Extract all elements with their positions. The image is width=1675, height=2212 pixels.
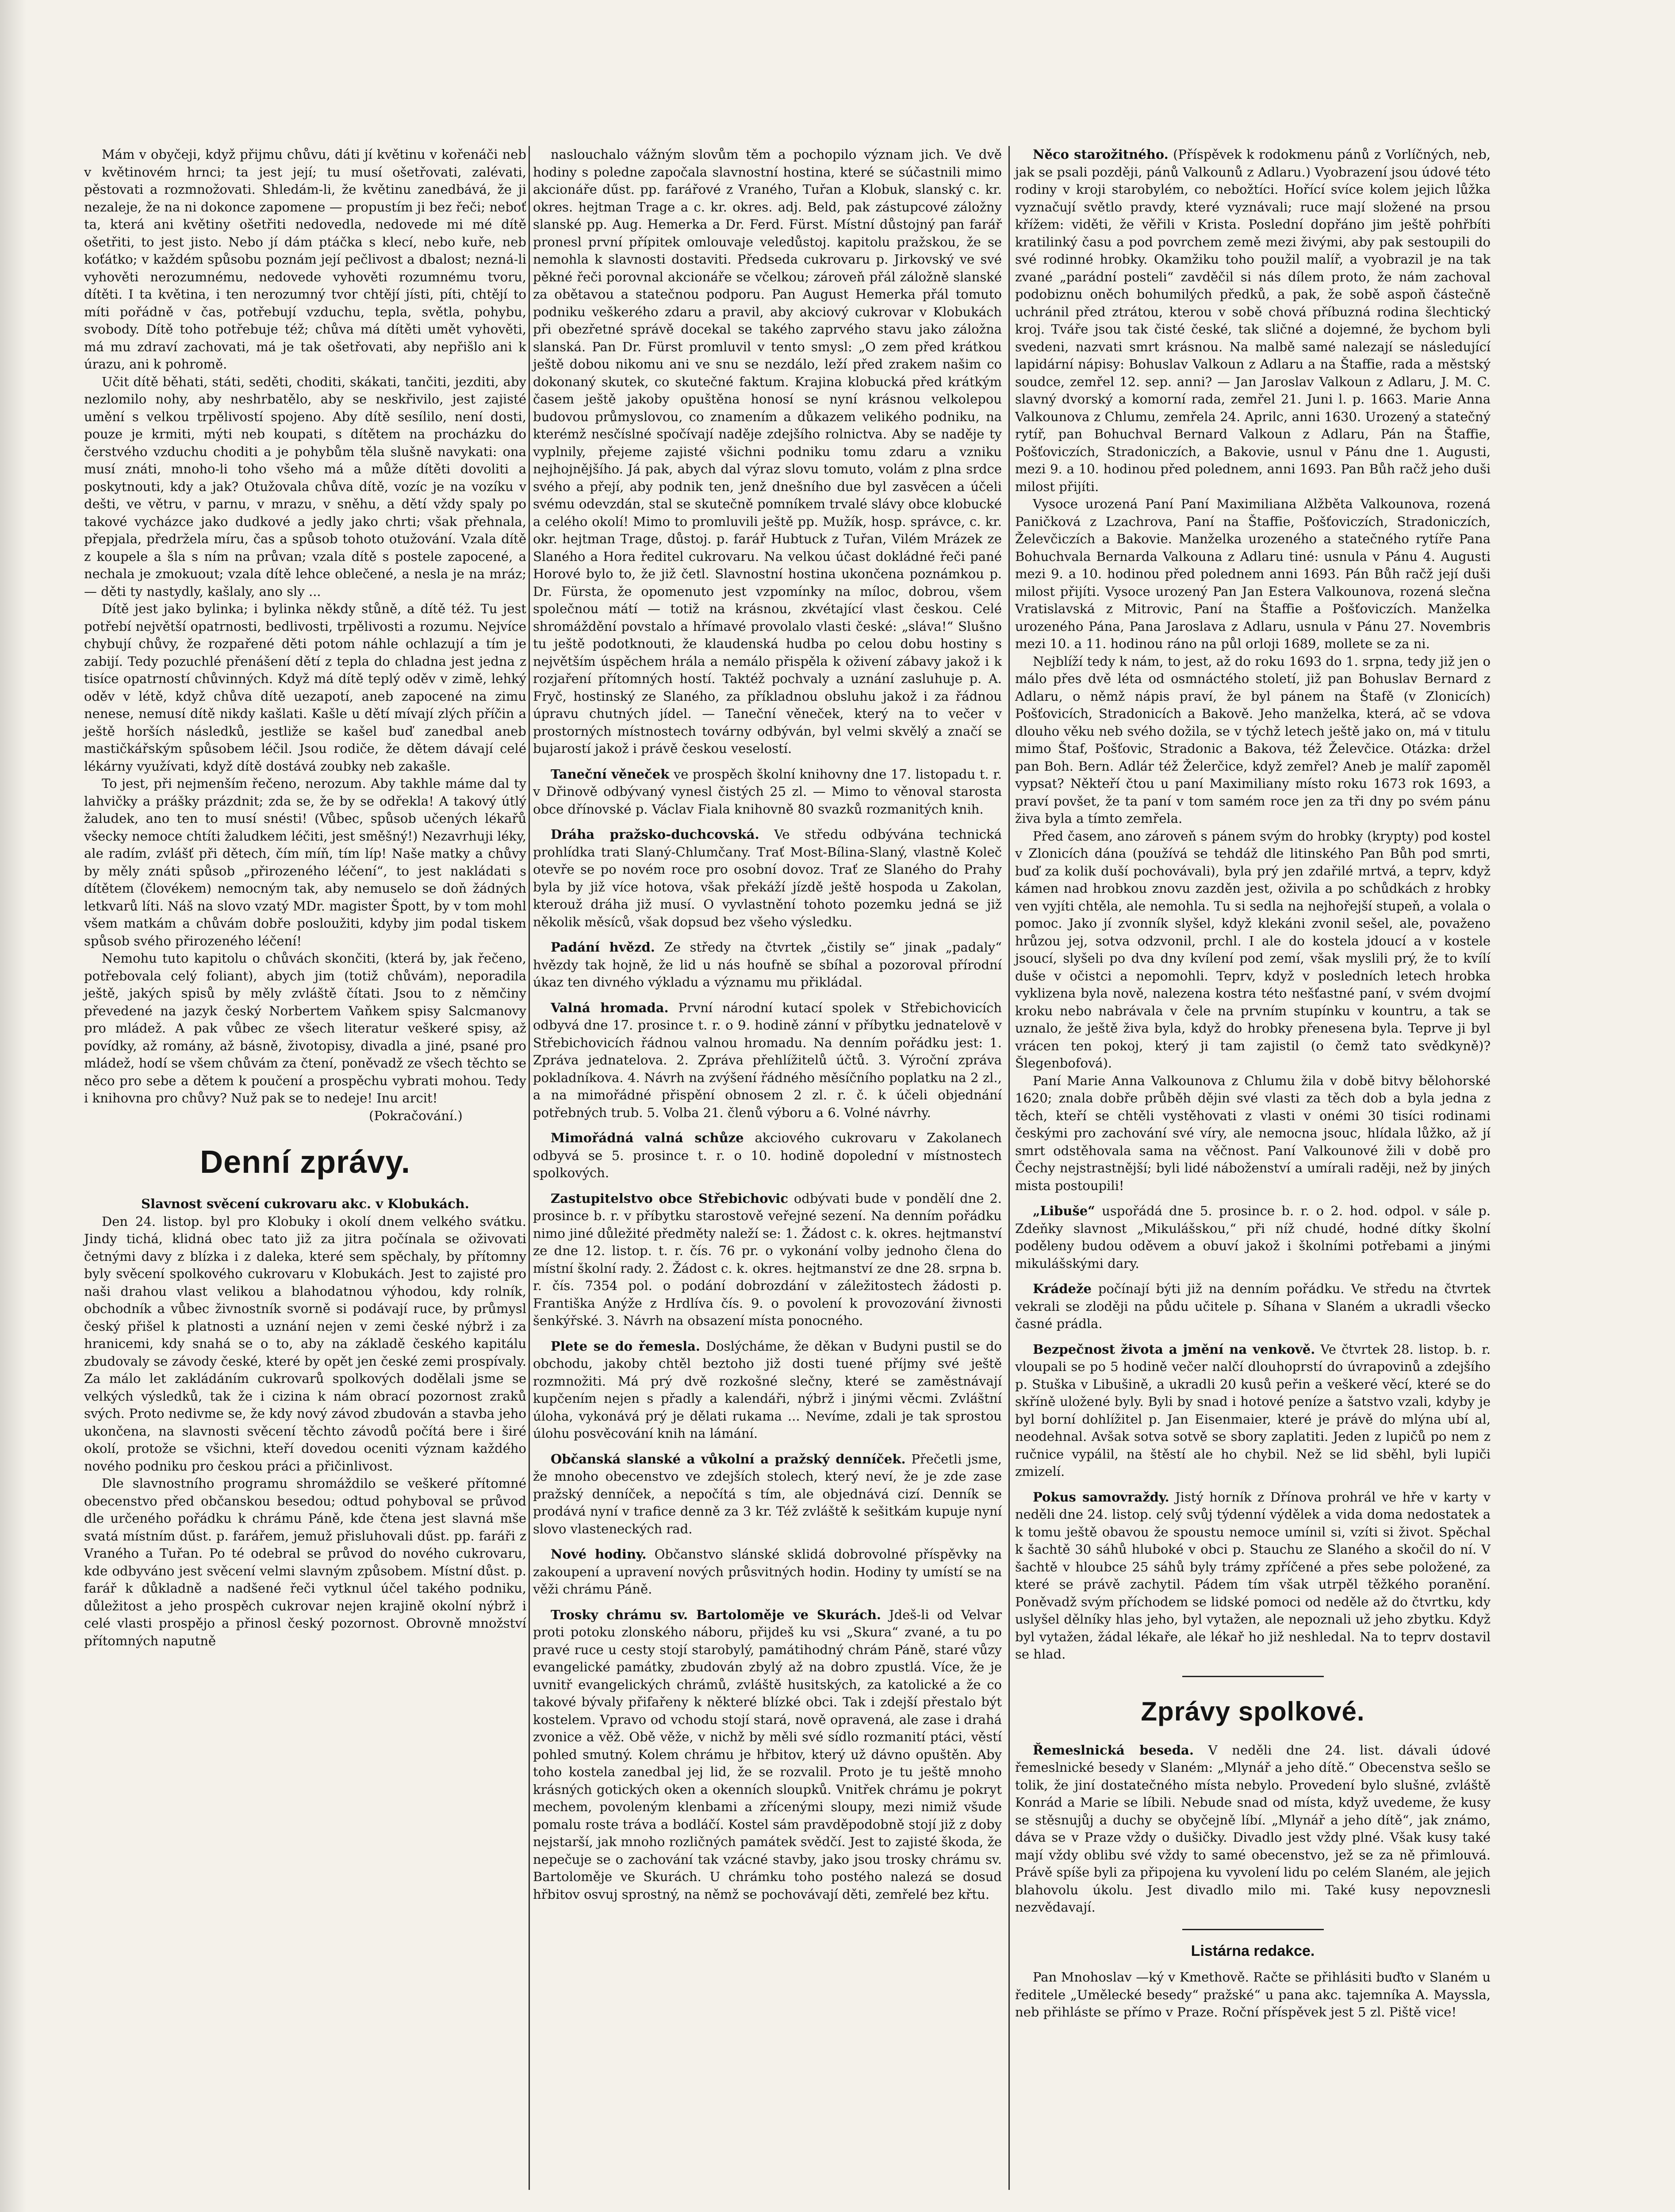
news-heading: Bezpečnost života a jmění na venkově. bbox=[1033, 1341, 1315, 1357]
news-item: Nové hodiny. Občanstvo slánské sklidá dobrovolné příspěvky na zakoupení a upravení nových průsvitných hodin. Hodiny ty umístí se na věži chrámu Páně. bbox=[533, 1547, 1002, 1597]
paragraph: Před časem, ano zároveň s pánem svým do hrobky (krypty) pod kostel v Zlonicích dána (používá se tehdáž dle litinského Pan Bůh pod smrti, buď za kolik duší pochovávali), byla prý jen zdařilé mrtvá, a teprv, když kámen nad hrobkou znovu zazděn jest, oživila a po schůdkách z hrobky ven vyjíti chtěla, ale nemohla. Tu si sedla na nejhořejší stupeň, a volala o pomoc. Jako jí zvonník slyšel, když klekáni zvonil sešel, ale, považeno hrůzou jej, sotva odzvonil, prchl. I ale do kostela jdoucí a v kostele jsoucí, slyšeli po dva dny kvílení pod zemí, však myslili prý, že to kvílí duše v očistci a nepomohli. Teprv, když v posledních letech hrobka vyklizena byla nově, nalezena kostra této nešťastné paní, v svém dvojmí kroku nebo nabrávala v čele na prvním stupínku v kountru, a tak se uznalo, že ještě živa byla, když do hrobky přenesena byla. Teprve ji byl vrácen ten pokoj, který ji tam zajistil (o čemž tato svědkyně)? Šlegenbofová). bbox=[1015, 828, 1491, 1071]
column-1 bbox=[84, 146, 526, 1650]
divider bbox=[1182, 1676, 1324, 1677]
news-item: Trosky chrámu sv. Bartoloměje ve Skurách. Jdeš-li od Velvar proti potoku zlonského náboru, přijdeš ku vsi „Skura“ zvané, a tu po pravé ruce u cesty stojí starobylý, památihodný chrám Páně, staré vůzy evangelické památky, zbudován zbylý až na dobro zpustlá. Více, že je uvnitř evangelických chrámů, zvláště husitských, za katolické a že co takové bývaly přifařeny k některé blízké obci. Tak i zdejší přestalo být kostelem. Vpravo od vchodu stojí stará, nově opravená, ale zase i drahá zvonice a věž. Obě věže, v nichž by měli své sídlo rozmanití ptáci, věstí pohled smutný. Kolem chrámu je hřbitov, který už dávno opuštěn. Aby toho kostela zanedbal jej lid, že se rozvalil. Proto je tu ještě mnoho krásných gotických oken a okenních sloupků. Vnitřek chrámu je pokryt mechem, povoleným klenbami a zřícenými sloupy, mezi nimiž všude pomalu roste tráva a bodláčí. Kostel sám pravděpodobně stojí již z doby nejstarší, jak mnoho rozličných památek svědčí. Jest to zajisté škoda, že nepečuje se o zachování tak vzácné stavby, jako jsou trosky chrámu sv. Bartoloměje ve Skurách. U chrámku toho postého nalezá se dosud hřbitov osvuj sprostný, na němž se pochovávají děti, zemřelé bez křtu. bbox=[533, 1607, 1002, 1902]
news-heading: Řemeslnická beseda. bbox=[1033, 1742, 1194, 1758]
news-item: Plete se do řemesla. Doslýcháme, že děkan v Budyni pustil se do obchodu, jakoby chtěl beztoho již dosti tuené příjmy své ještě rozmnožiti. Má prý dvě rozkošné slečny, které se zaměstnávají kupčením nejen s přadly a kalendáři, nýbrž i jinými věcmi. Zvláštní úloha, vykonává prý je dělati rukama ... Nevíme, zdali je tak sprostou úlohu posvěcování knih na lámání. bbox=[533, 1338, 1002, 1441]
news-heading: Padání hvězd. bbox=[551, 940, 655, 955]
news-item: Řemeslnická beseda. V neděli dne 24. list. dávali údové řemeslnické besedy v Slaném: „Mlynář a jeho dítě.“ Obecenstva sešlo se tolik, že jiní dostatečného místa nebylo. Provedení bylo slušné, zvláště Konrád a Marie se líbili. Nebude snad od místa, když uvedeme, že kusy se stěsnujůj a duchy se obyčejně líbí. „Mlynář a jeho dítě“, jak známo, dáva se v Praze vždy o dušičky. Divadlo jest vždy plné. Však kusy také mají vždy oblibu své vždy to samé obecenstvo, jež se za ně přimlouvá. Právě spíše byli za připojena ku vyvolení lidu po celém Slaném, ale jejich blahovolu úkolu. Jest divadlo milo mi. Také kusy nepovznesli nezvědavají. bbox=[1015, 1742, 1491, 1915]
news-heading: Slavnost svěcení cukrovaru akc. v Klobukách. bbox=[141, 1196, 469, 1211]
paragraph: Vysoce urozená Paní Paní Maximiliana Alžběta Valkounova, rozená Paničková z Lzachrova, Paní na Štaffie, Pošťoviczích, Stradoniczích, Želevčiczích a Bakovie. Manželka urozeného a statečného rytíře Pana Bohuchvala Bernarda Valkouna z Adlaru tiné: usnula v Pánu 4. Augusti mezi 9. a 10. hodinou před polednem anni 1693. Pán Bůh račž její duši milost přijíti. Vysoce urozený Pan Jan Estera Valkounova, rozená slečna Vratislavská z Mitrovic, Paní na Štaffie a Pošťoviczích. Manželka urozeného Pána, Pana Jaroslava z Adlaru, usnula v Pánu 27. Novembris mezi 10. a 11. hodinou ráno na půl orloji 1689, mollete se za ni. bbox=[1015, 496, 1491, 651]
news-item: Mimořádná valná schůze akciového cukrovaru v Zakolanech odbyvá se 5. prosince t. r. o 10. hodině dopolední v místnostech spolkových. bbox=[533, 1130, 1002, 1180]
news-heading: Něco starožitného. bbox=[1033, 147, 1169, 162]
news-heading: Trosky chrámu sv. Bartoloměje ve Skurách. bbox=[551, 1607, 881, 1622]
news-item: Padání hvězd. Ze středy na čtvrtek „čistily se“ jinak „padaly“ hvězdy tak hojně, že lid u nás houfně se sbíhal a pozoroval přírodní úkaz ten divného výkladu a významu mu přikládal. bbox=[533, 940, 1002, 990]
news-item: Zastupitelstvo obce Střebichovic odbývati bude v pondělí dne 2. prosince b. r. v příbytku starostově veřejné sezení. Na denním pořádku nimo jiné důležité předměty naleží se: 1. Žádost c. k. okres. hejtmanství ze dne 12. listop. t. r. čís. 76 pr. o vykonání volby jednoho člena do místní školní rady. 2. Žádost c. k. okres. hejtmanství ze dne 28. srpna b. r. čís. 7354 pol. o podání dobrozdání v záležitostech žádosti p. Františka Anýže z Hrdlíva čís. 9. o povolení k provozování živnosti šenkýřské. 3. Návrh na obsazení místa ponocného. bbox=[533, 1190, 1002, 1328]
news-heading: Krádeže bbox=[1033, 1281, 1092, 1296]
news-item: Valná hromada. První národní kutací spolek v Střebichovicích odbyvá dne 17. prosince t. r. o 9. hodině zánní v příbytku jednatelově v Střebichovicích řádnou valnou hromadu. Na denním pořádku jest: 1. Zpráva jednatelova. 2. Zpráva přehlížitelů účtů. 3. Výroční zpráva pokladníkova. 4. Návrh na zvýšení řádného měsíčního poplatku na 2 zl., a na mimořádné přispění obnosem 2 zl. r. č. k účeli objednání potřebných trub. 5. Volba 21. členů výboru a 6. Volné návrhy. bbox=[533, 1000, 1002, 1120]
news-heading: Pokus samovraždy. bbox=[1033, 1489, 1169, 1505]
paragraph: Dle slavnostního programu shromáždilo se veškeré přítomné obecenstvo před občanskou besedou; odtud pohyboval se průvod dle určeného pořádku k chrámu Páně, kde čtena jest slavná mše svatá místním dűst. p. farářem, jemuž přisluhovali dűst. pp. faráři z Vraného a Tuřan. Po té odebral se průvod do nového cukrovaru, kde odbyváno jest svěcení velmi slavným způsobem. Místní důst. p. farář k důkladně a nadšené řeči vytknul účel takého podniku, důležitost a jeho prospěch cukrovar nejen krajině okolní nýbrž i celé vlasti prospějo a přinosl český pozornost. Obrovně množství přítomných naputně bbox=[84, 1476, 526, 1648]
news-item: Dráha pražsko-duchcovská. Ve středu odbývána technická prohlídka trati Slaný-Chlumčany. Trať Most-Bílina-Slaný, vlastně Koleč otevře se po novém roce pro osobní dovoz. Trať ze Slaného do Prahy byla by již více hotova, však překáží jízdě ještě hospoda u Zakolan, kterouž dráha již musí. O vyvlastnění tohoto pozemku jedná se již několik měsíců, však dopsud bez všeho výsledku. bbox=[533, 827, 1002, 929]
news-heading: Zastupitelstvo obce Střebichovic bbox=[551, 1190, 788, 1206]
scan-edge-left bbox=[0, 0, 27, 2212]
column-rule bbox=[529, 146, 530, 2190]
paragraph: Dítě jest jako bylinka; i bylinka někdy stůně, a dítě též. Tu jest potřebí největší opatrnosti, bedlivosti, trpělivosti a rozumu. Nejvíce chybují chůvy, že rozpařené děti potom náhle ochlazují a tím je zabijí. Tedy pozuchlé přenášení dětí z tepla do chladna jest jedna z tisíce opatrností chůvinných. Když má dítě teplý oděv v zimě, lehký oděv v létě, když chůva dítě uezapotí, aneb zapocené na zimu nenese, nemusí dítě nikdy kašlati. Kašle u dětí mívají zlých příčin a ještě horších následků, jestliže se kašel buď zanedbal aneb mastičkářským spůsobem léčil. Jsou rodiče, že dětem dávají celé lékárny využívati, když dítě dostává zoubky neb zakašle. bbox=[84, 601, 526, 774]
paragraph: naslouchalo vážným slovům těm a pochopilo význam jich. Ve dvě hodiny s poledne započala slavnostní hostina, které se súčastnili mimo akcionáře dűst. pp. farářové z Vraného, Tuřan a Klobuk, slanský c. kr. okres. hejtman Trage a c. kr. okres. adj. Beld, pak zástupcové záložny slanské pp. Aug. Hemerka a Dr. Ferd. Fürst. Místní důstojný pan farář pronesl první přípitek omlouvaje veledůstoj. kapitolu pražskou, že se nemohla k slavnosti dostaviti. Předseda cukrovaru p. Jirkovský ve své pěkné řeči porovnal akcionáře se včelkou; zároveň přál záložně slanské za obětavou a statečnou podporu. Pan August Hemerka přál tomuto podniku veškerého zdaru a pravil, aby akciový cukrovar v Klobukách při obezřetné správě docekal se takého zaprvého stavu jako záložna slanská. Pan Dr. Fürst promluvil v tento smysl: „O zem před krátkou ještě dobou nikomu ani ve snu se nezdálo, leží před zrakem našim co dokonaný skutek, co skutečné faktum. Krajina klobucká před krátkým časem ještě jakoby opuštěna honosí se nyní krásnou velkolepou budovou průmyslovou, co znamením a důkazem velikého podniku, na kterémž nesčíslné spočívají naděje zdejšího rolnictva. Aby se naděje ty vyplnily, přejeme zajisté všichni podniku tomu zdaru a vzniku nejhojnějšího. Já pak, abych dal výraz slovu tomuto, volám z plna srdce svého a přejí, aby podnik ten, jenž dnešního due byl zasvěcen a účeli svému odevzdán, stal se skutečně pomníkem trvalé slávy obce klobucké a celého okolí! Mimo to promluvili ještě pp. Mužík, hosp. správce, c. kr. okr. hejtman Trage, důstoj. p. farář Hubtuck z Tuřan, Vilém Mrázek ze Slaného a Hora ředitel cukrovaru. Na velkou účast dokládné řeči pané Horové bylo to, že již četl. Slavnostní hostina ukončena poznámkou p. Dr. Fürsta, že opomenuto jest vzpomínky na míloc, dobrou, všem společnou mátí — totiž na krásnou, zkvétající vlast českou. Celé shromáždění povstalo a hřímavé provolalo vlasti české: „sláva!“ Slušno tu ještě podotknouti, že klaudenská hudba po celou dobu hostiny s největším úspěchem hrála a nemálo přispěla k oživení zábavy jakož i k rozjaření přítomných hostí. Taktéž pochvaly a uznání zasluhuje p. A. Fryč, hostinský ze Slaného, za příkladnou obsluhu jakož i za řádnou úpravu chutných jídel. — Taneční věneček, který na to večer v prostorných místnostech továrny odbýván, byl velmi skvělý a značí se bujarostí jakož i právě českou veselostí. bbox=[533, 147, 1002, 756]
section-title: Denní zprávy. bbox=[200, 1144, 410, 1180]
news-heading: Taneční věneček bbox=[551, 766, 670, 782]
news-item: Občanská slanské a vůkolní a pražský denníček. Přečetli jsme, že mnoho obecenstvo ve zdejších stolech, který neví, že je zde zase pražský denníček, a nepočítá s tím, ale objednává cizí. Denník se prodává nyní v trafice denně za 3 kr. Též zvláště k sešitkám kupuje nyní slovo vlasteneckých rad. bbox=[533, 1451, 1002, 1536]
news-heading: Mimořádná valná schůze bbox=[551, 1130, 744, 1145]
column-rule bbox=[1008, 146, 1010, 2190]
paragraph: Nemohu tuto kapitolu o chůvách skončiti, (která by, jak řečeno, potřebovala celý foliant), abych jim (totiž chůvám), neporadila ještě, jakých spisů by měly zvláště čítati. Jsou to z němčiny převedené na jazyk český Norbertem Vaňkem spisy Salcmanovy pro mládež. A pak vůbec ze všech literatur veškeré spisy, až povídky, až romány, až básně, životopisy, divadla a jiné, psané pro mládež, hodí se všem chůvám za čtení, poněvadž ze všech těchto se něco pro sebe a dětem k poučení a prospěchu vybrati mohou. Tedy i knihovna pro chůvy? Nuž pak se to nedeje! Inu arcit! bbox=[84, 951, 526, 1106]
divider bbox=[1182, 1929, 1324, 1930]
news-heading: Nové hodiny. bbox=[551, 1547, 647, 1562]
news-item: Krádeže počínají býti již na denním pořádku. Ve středu na čtvrtek vekrali se zloději na půdu učitele p. Síhana v Slaném a ukradli všecko časné prádla. bbox=[1015, 1281, 1491, 1331]
column-3 bbox=[1015, 146, 1491, 2021]
paragraph: Učit dítě běhati, státi, seděti, choditi, skákati, tančiti, jezditi, aby nezlomilo nohy, aby neshrbatělo, aby se neskřivilo, jest zajisté umění s velkou trpělivostí spojeno. Aby dítě sesílilo, není dosti, pouze je krmiti, mýti neb koupati, s dítětem na procházku do čerstvého vzduchu choditi a je pohybům těla slušně navykati: ona musí znáti, mnoho-li toho všeho má a může dítěti dovoliti a poskytnouti, kdy a jak? Otužovala chůva dítě, vozíc je na vozíku v dešti, ve větru, v parnu, v mrazu, v sněhu, a dětí vždy spaly po takové vycházce jako dudkové a jedly jako chrti; však přehnala, přepjala, předržela míru, čas a spůsob tohoto otužování. Vzala dítě z koupele a šla s ním na průvan; vzala dítě s postele zapocené, a nechala je zmokuout; vzala dítě lehce oblečené, a nesla je na mráz; — děti ty nastydly, kašlaly, ano sly ... bbox=[84, 374, 526, 599]
column-2 bbox=[533, 146, 1002, 1903]
paragraph: Paní Marie Anna Valkounova z Chlumu žila v době bitvy bělohorské 1620; znala dobře průběh dějin své vlasti za těch dob a byla jedna z těch, kteří se chtěli vystěhovati z vlasti v onémi 30 tisíci rodinami českými pro zachování své víry, ale nemocna jsouc, hlídala lůžko, až jí smrt odstěhovala sama na věčnost. Paní Valkounové žili v době pro Čechy nejstrastnější; byli lidé náboženství a umírali raději, než by jiných mista postoupili! bbox=[1015, 1073, 1491, 1193]
continuation-note: (Pokračování.) bbox=[369, 1108, 463, 1123]
paragraph: Mám v obyčeji, když přijmu chůvu, dáti jí květinu v kořenáči neb v květinovém hrnci; ta jest její; tu musí ošetřovati, zalévati, pěstovati a rozmnožovati. Shledám-li, že květinu zanedbává, že ji nezaleje, že na ni dokonce zapomene — propustím ji bez řeči; neboť ta, která ani květiny ošetřiti nedovedla, nedovede mi mé dítě ošetřiti, to jest jisto. Nebo jí dám ptáčka s klecí, nebo kuře, neb koťátko; v každém spůsobu poznám její pečlivost a dbalost; nezná-li vyhověti nerozumnému, nedovede vyhověti rozumnému tvoru, dítěti. I ta květina, i ten nerozumný tvor chtějí jísti, píti, chtějí to míti pořádně v čas, potřebují vzduchu, tepla, světla, pohybu, svobody. Dítě toho potřebuje též; chůva má dítěti umět vyhověti, má mu zdraví zachovati, má je tak ošetřovati, aby nepřišlo ani k úrazu, ani k pohromě. bbox=[84, 147, 526, 372]
news-item: Bezpečnost života a jmění na venkově. Ve čtvrtek 28. listop. b. r. vloupali se po 5 hodině večer nalčí dlouhoprstí do úvrapovinů a zdejšího p. Stuška v Libušině, a ukradli 20 kusů peřin a veškeré věcí, které se do skříně uložené byly. Byli by snad i hotové peníze a šatstvo vzali, kdyby je byl borní dohlížitel p. Jan Eisenmaier, které je právě do mlýna ubí al, neodehnal. Avšak sotva sotvě se sbory zaplatiti. Jeden z lupičů po nem z ručnice vypálil, na štěstí ale ho chybil. Než se lid sběhl, byli lupiči zmizelí. bbox=[1015, 1341, 1491, 1479]
news-heading: Občanská slanské a vůkolní a pražský denníček. bbox=[551, 1451, 906, 1467]
paragraph: Nejblíží tedy k nám, to jest, až do roku 1693 do 1. srpna, tedy již jen o málo přes dvě léta od osmnáctého století, již pan Bohuslav Bernard z Adlaru, o němž nápis praví, že byl pánem na Štafě (v Zlonicích) Pošťovicích, Stradonicích a Bakově. Jeho manželka, která, ač se vdova dlouho věku neb svého dožila, se v týchž letech ještě jako on, má v titulu mimo Štaf, Pošťovic, Stradonic a Bakova, též Želevčice. Otázka: držel pan Boh. Bern. Adlár též Želerčice, když zemřel? Aneb je malíř zapoměl vypsat? Někteří čtou u paní Maximiliany místo roku 1673 rok 1693, a praví povšet, že ta paní v tom samém roce jen za tři dny po svém pánu živa byla a tímto zemřela. bbox=[1015, 653, 1491, 826]
news-heading: Dráha pražsko-duchcovská. bbox=[551, 827, 759, 842]
news-item: Něco starožitného. (Příspěvek k rodokmenu pánů z Vorlíčných, neb, jak se psali později, pánů Valkounů z Adlaru.) Vyobrazení jsou údové této rodiny v kroji starobylém, co nebožtíci. Hořící svíce kolem jejich lůžka vyznačují světlo pravdy, které vyznávali; ruce mají složené na prsou křížem: viděti, že věřili v Krista. Poslední dopřáno jim ještě pohřbíti kratilinký času a pod povrchem země mezi živými, aby pak sestoupili do své rodinné hrobky. Okamžiku toho použil malíř, a vyobrazil je na tak zvané „parádní posteli“ zavděčil si nás dílem proto, že nám zachoval podobiznu oněch bohumilých předků, a pak, že sobě aspoň částečně uchránil před ztrátou, kterou v sobě chová příbuzná rodina šlechtický kroj. Tváře jsou tak čisté české, tak sličné a dojemné, že bychom byli svedeni, nazvati smrt krásnou. Na malbě samé nalezají se následující lapidární nápisy: Bohuslav Valkoun z Adlaru a na Štaffie, rada a městský soudce, zemřel 12. sep. anni? — Jan Jaroslav Valkoun z Adlaru, J. M. C. slavný dvorský a komorní rada, zemřel 21. Juni l. p. 1663. Marie Anna Valkounova z Chlumu, zemřela 24. Aprilc, anni 1630. Urozený a statečný rytíř, pan Bohuchval Bernard Valkoun z Adlaru, Pán na Štaffie, Pošťoviczích, Stradoniczích, a Bakovie, usnul v Pánu dne 1. Augusti, mezi 9. a 10. hodinou před polednem, anni 1693. Pan Bůh račž jeho duši milost přijíti. bbox=[1015, 147, 1491, 494]
news-item: Pokus samovraždy. Jistý horník z Dřínova prohrál ve hře v karty v neděli dne 24. listop. celý svůj týdenní výdělek a vida doma nedostatek a k tomu ještě obavou že spoustu nemoce umínil si, vzíti si život. Spěchal k šachtě 30 sáhů hluboké v obci p. Stauchu ze Slaného a skočil do ní. V šachtě v hloubce 25 sáhů byly trámy zpříčené a přes sebe položené, za které se právě zachytil. Pádem tím však utrpěl těžkého poranění. Poněvadž svým příchodem se lidské pomoci od neděle až do čtvrtku, kdy uslyšel dělníky hlas jeho, byl vytažen, ale nepoznali už jeho zbytku. Když byl vytažen, žádal lékaře, ale lékař ho již neshledal. Na to teprv dostavil se hlad. bbox=[1015, 1489, 1491, 1662]
paragraph: Den 24. listop. byl pro Klobuky i okolí dnem velkého svátku. Jindy tichá, klidná obec tato již za jitra počínala se oživovati četnými davy z blízka i z daleka, které sem spěchaly, by přítomny byly svěcení spolkového cukrovaru v Klobukách. Jest to zajisté pro naši drahou vlast velikou a blahodatnou výhodou, kdy rolník, obchodník a vůbec živnostník svorně si podávají ruce, by průmysl český přišel k platnosti a uznání nejen v zemi české nýbrž i za hranicemi, kdy snahá se o to, aby na základě českého kapitálu zbudovaly se závody české, které by opět jen české zemi prospívaly. Za málo let zakládáním cukrovarů spolkových dodělali jsme se velkých výsledků, tak že i cizina k nám obrací pozornost zraků svých. Proto nedivme se, že kdy nový závod zbudován a stavba jeho ukončena, na slavnosti svěcení těchto závodů počítá bere i širé okolí, protože se všichni, kteří dovedou oceniti význam každého nového podniku pro českou práci a přičinlivost. bbox=[84, 1214, 526, 1474]
section-title: Listárna redakce. bbox=[1191, 1942, 1315, 1959]
news-heading: Valná hromada. bbox=[551, 1000, 669, 1015]
paragraph: To jest, při nejmenším řečeno, nerozum. Aby takhle máme dal ty lahvičky a prášky prázdnit; zda se, že by se odřekla! A takový útlý žaludek, ano ten to musí snésti! (Vůbec, spůsob učených lékařů všecky nemoce chtíti žaludkem léčiti, jest směšný!) Nezavrhuji léky, ale radím, zvlášť při dětech, čím míň, tím líp! Naše matky a chůvy by měly znáti spůsob „přirozeného léčení“, to jest nakládati s dítětem (človékem) nemocným tak, aby nemuselo se doň žádných letkvarů líti. Náš na slovo vzatý MDr. magister Špott, by v tom mohl všem matkám a chůvám dobře posloužiti, kdyby jim podal tiskem spůsob svého přirozeného léčení! bbox=[84, 776, 526, 949]
news-heading: „Libuše“ bbox=[1033, 1203, 1095, 1218]
news-item: Taneční věneček ve prospěch školní knihovny dne 17. listopadu t. r. v Dřinově odbývaný vynesl čistých 25 zl. — Mimo to věnoval starosta obce dřínovské p. Václav Fiala knihovně 80 svazků rozmanitých knih. bbox=[533, 766, 1002, 817]
paragraph: Pan Mnohoslav —ký v Kmethově. Račte se přihlásiti buďto v Slaném u ředitele „Umělecké besedy“ pražské“ u pana akc. tajemníka A. Mayssla, neb přihláste se přímo v Praze. Roční příspěvek jest 5 zl. Piště vice! bbox=[1015, 1970, 1491, 2020]
section-title: Zprávy spolkové. bbox=[1141, 1696, 1365, 1726]
news-item: „Libuše“ uspořádá dne 5. prosince b. r. o 2. hod. odpol. v sále p. Zdeňky slavnost „Mikulášskou,“ při níž chudé, hodné dítky školní poděleny budou oděvem a obuví jakož i školními potřebami a jinými mikulášskými dary. bbox=[1015, 1203, 1491, 1271]
news-heading: Plete se do řemesla. bbox=[551, 1338, 700, 1354]
